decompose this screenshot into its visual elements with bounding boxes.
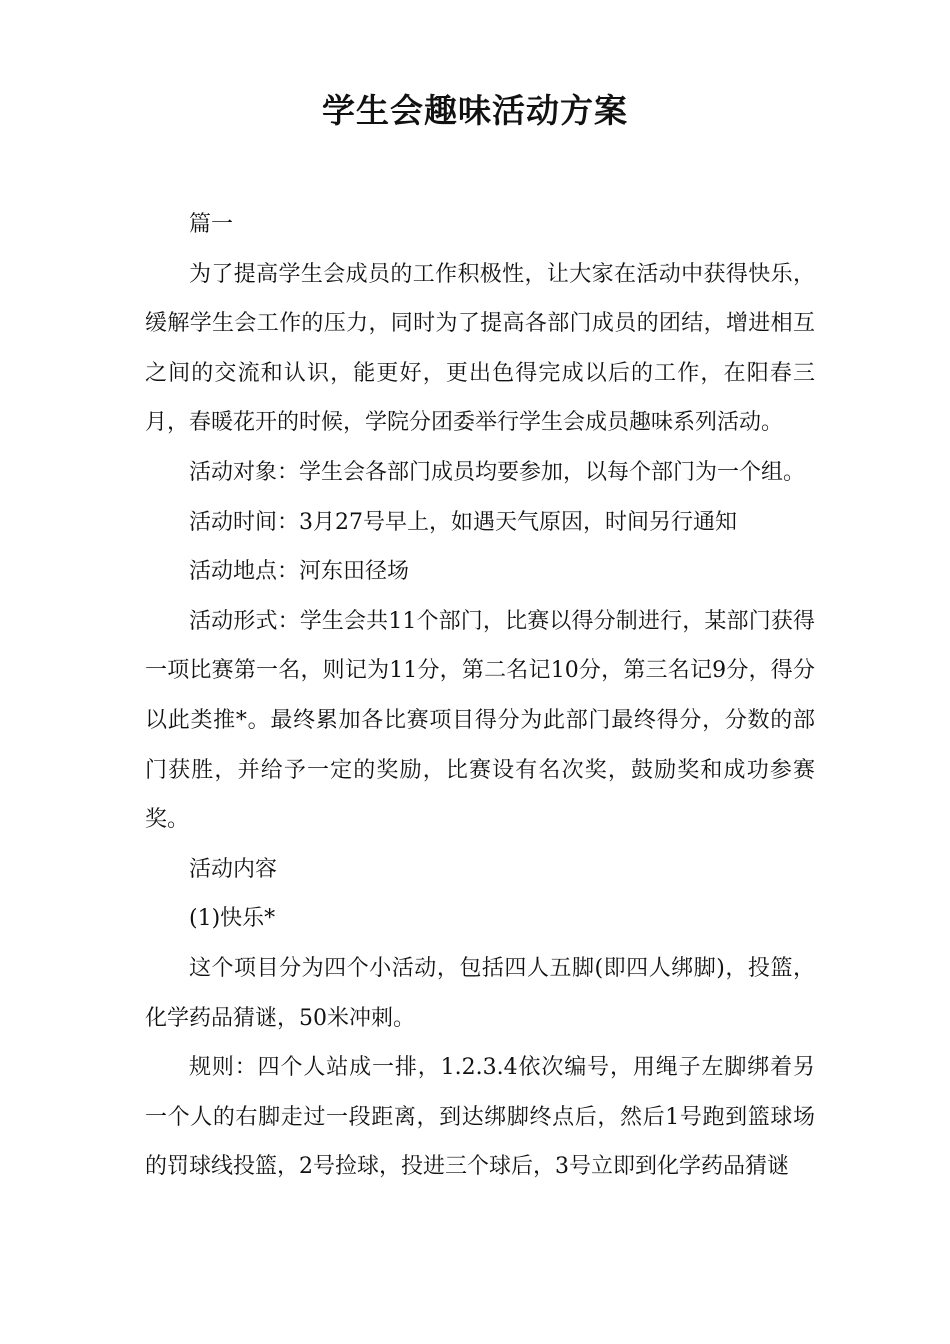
paragraph-purpose: 为了提高学生会成员的工作积极性，让大家在活动中获得快乐，缓解学生会工作的压力，同时为了提高各部门成员的团结，增进相互之间的交流和认识，能更好，更出色得完成以后的工作，在阳春三月，春暖花开的时候，学院分团委举行学生会成员趣味系列活动。 (145, 261, 815, 436)
paragraph-location: 活动地点：河东田径场 (189, 559, 410, 585)
document-title: 学生会趣味活动方案 (322, 91, 628, 130)
paragraph-format: 活动形式：学生会共11个部门，比赛以得分制进行，某部门获得一项比赛第一名，则记为11分，第二名记10分，第三名记9分，得分以此类推*。最终累加各比赛项目得分为此部门最终得分，分数的部门获胜，并给予一定的奖励，比赛设有名次奖，鼓励奖和成功参赛奖。 (145, 608, 815, 833)
document-body (145, 200, 815, 1192)
paragraph-item-description: 这个项目分为四个小活动，包括四人五脚(即四人绑脚)，投篮，化学药品猜谜，50米冲刺。 (145, 955, 815, 1031)
paragraph-section-heading: 篇一 (189, 212, 234, 237)
paragraph-time: 活动时间：3月27号早上，如遇天气原因，时间另行通知 (189, 509, 737, 535)
paragraph-rules: 规则：四个人站成一排，1.2.3.4依次编号，用绳子左脚绑着另一个人的右脚走过一段距离，到达绑脚终点后，然后1号跑到篮球场的罚球线投篮，2号捡球，投进三个球后，3号立即到化学药品猜谜 (145, 1055, 815, 1180)
paragraph-content-heading: 活动内容 (189, 856, 278, 882)
paragraph-participants: 活动对象：学生会各部门成员均要参加，以每个部门为一个组。 (189, 459, 806, 485)
paragraph-item-one: (1)快乐* (189, 906, 276, 932)
